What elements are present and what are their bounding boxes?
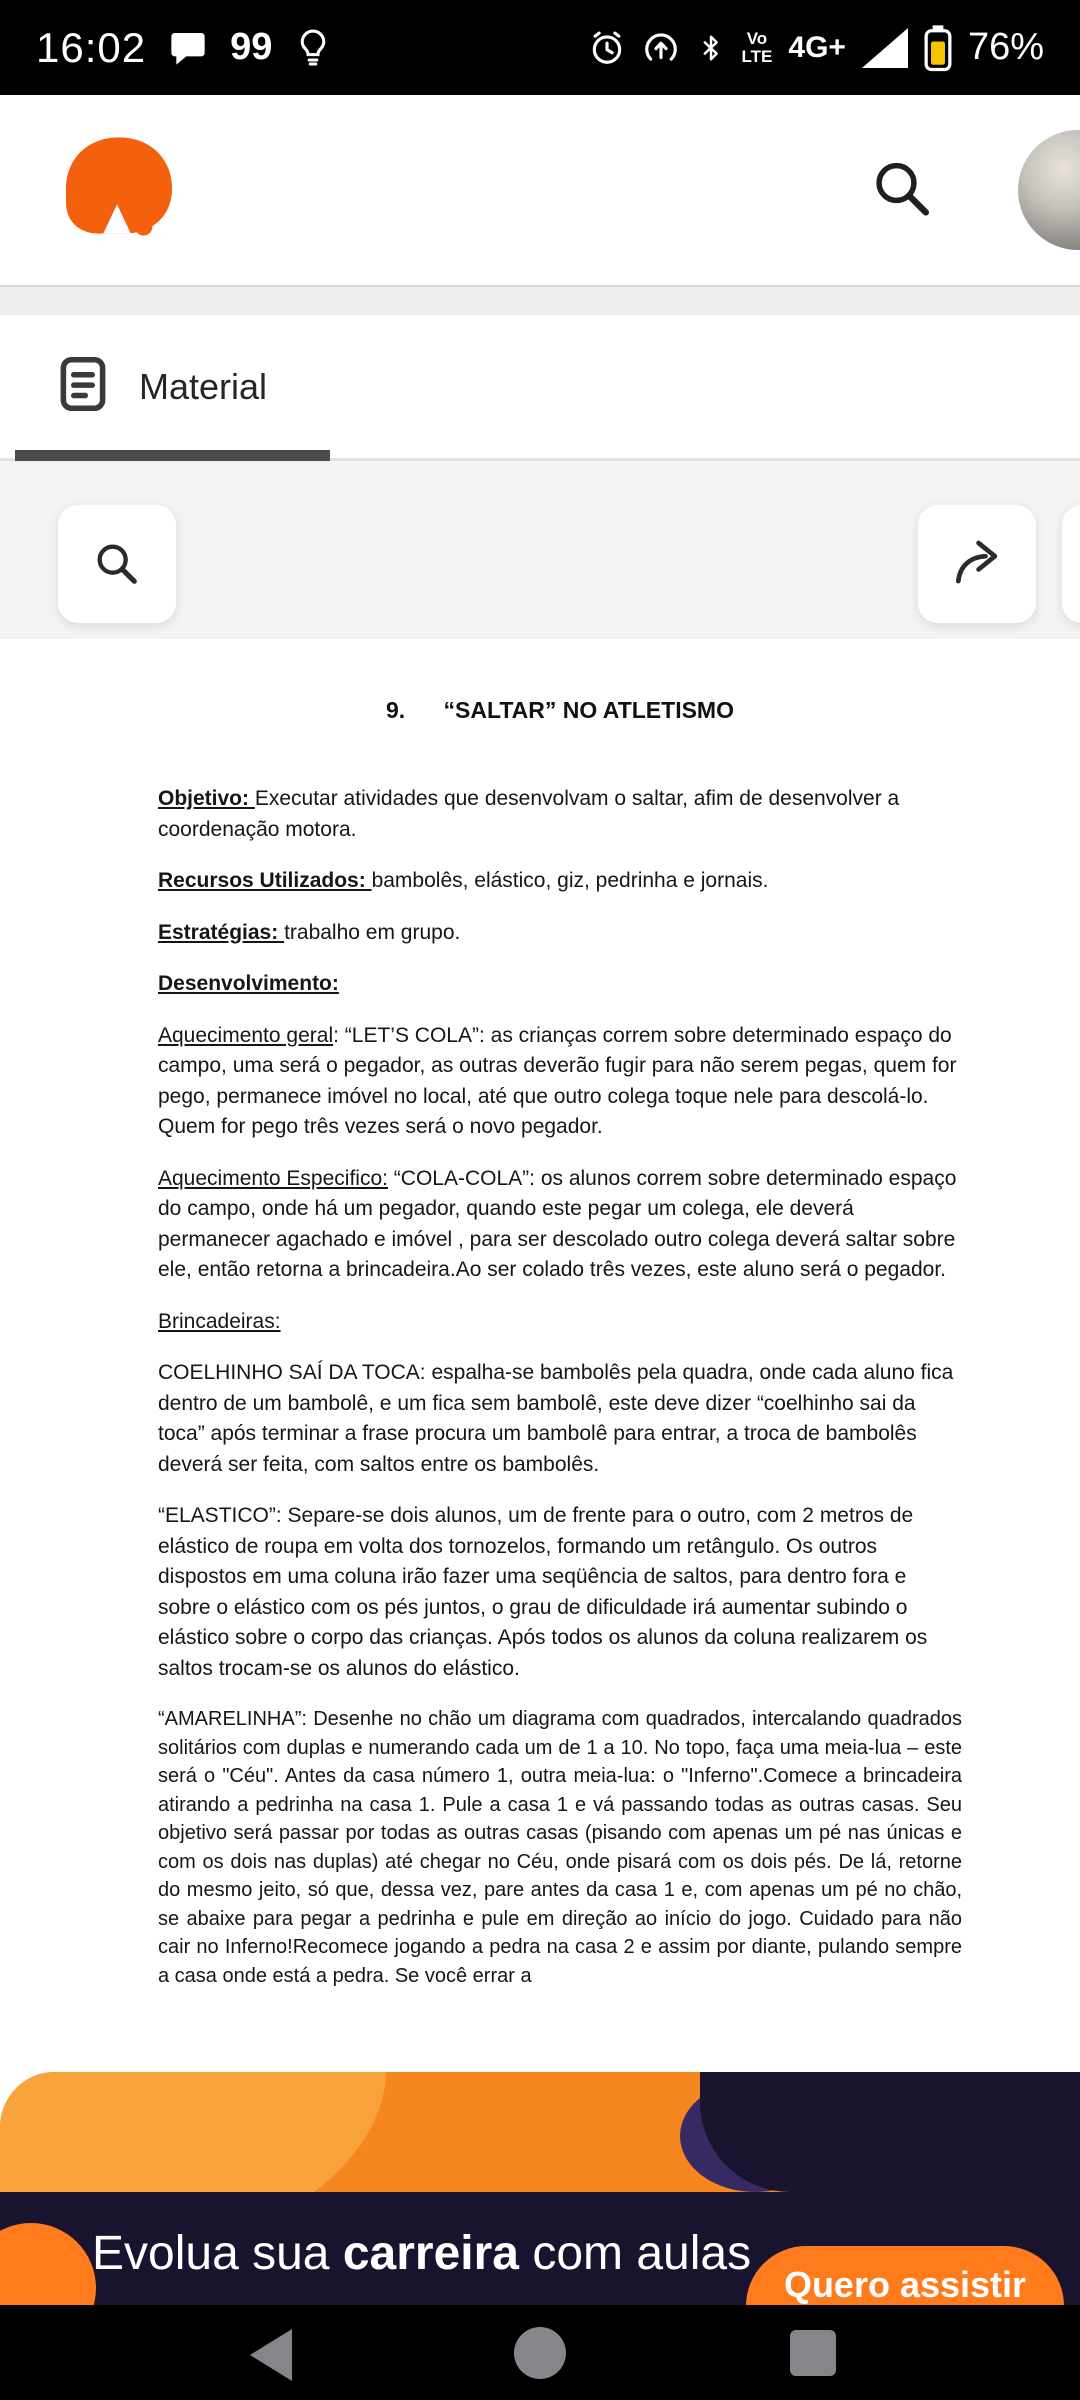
alarm-clock-icon — [588, 29, 626, 67]
cta-button[interactable]: Quero assistir — [746, 2246, 1064, 2305]
battery-percent-label: 76% — [967, 26, 1044, 68]
battery-icon — [924, 24, 952, 72]
paragraph-lead: Brincadeiras: — [158, 1309, 281, 1333]
document-paragraph: “AMARELINHA”: Desenhe no chão um diagrama com quadrados, intercalando quadrados solitários com duplas e numerando cada um de 1 a 10. No topo, faça uma meia-lua – este será o "Céu". Antes da casa número 1, outra meia-lua: o "Inferno".Comece a brincadeira atirando a pedrinha na casa 1. Pule a casa 1 e vá passando todas as outras casas. Seu objetivo será passar por todas as outras casas (pisando com apenas um pé nas únicas e com os dois nas duplas) até chegar no Céu, onde pisará com os dois pés. De lá, retorne do mesmo jeito, só que, dessa vez, pare antes da casa 1 e, com apenas um pé no chão, se abaixe para pegar a pedrinha e pule em direção ao início do jogo. Cuidado para não cair no Inferno!Recomece jogando a pedra na casa 2 e assim por diante, pulando sempre a casa onde está a pedra. Se você errar a — [158, 1708, 962, 1987]
promo-banner — [0, 2072, 1080, 2305]
app-header — [0, 95, 1080, 285]
document-paragraph: Recursos Utilizados: bambolês, elástico, giz, pedrinha e jornais. — [158, 869, 769, 892]
document-paragraph: COELHINHO SAÍ DA TOCA: espalha-se bambolês pela quadra, onde cada aluno fica dentro de um bambolê, e um fica sem bambolê, este deve dizer “coelhinho sai da toca” após terminar a frase procura um bambolê para entrar, a troca de bambolês deverá ser feita, com saltos entre os bambolês. — [158, 1361, 954, 1476]
paragraph-lead: Desenvolvimento: — [158, 972, 339, 995]
document-paragraph — [158, 1307, 962, 1338]
banner-navy-blob — [700, 2072, 1080, 2192]
banner-navy-band — [0, 2192, 1080, 2305]
more-tool-button[interactable] — [1062, 505, 1080, 623]
profile-avatar[interactable] — [1018, 130, 1080, 250]
document-viewer — [0, 461, 1080, 2072]
document-paragraphs — [158, 784, 962, 1990]
recents-button[interactable] — [790, 2330, 836, 2376]
header-divider — [0, 285, 1080, 315]
notification-count: 99 — [230, 26, 273, 68]
status-bar — [0, 0, 1080, 95]
tab-material-label: Material — [139, 365, 268, 407]
paragraph-lead: Aquecimento Especifico: — [158, 1166, 388, 1190]
document-page — [0, 639, 1080, 2072]
tab-material[interactable] — [55, 315, 267, 458]
banner-orange-circle — [0, 2223, 96, 2305]
share-button[interactable] — [918, 505, 1036, 623]
banner-light-blob — [0, 2072, 419, 2192]
banner-headline — [92, 2226, 751, 2281]
paragraph-lead: Objetivo: — [158, 787, 255, 810]
headline-bold: carreira — [342, 2227, 519, 2280]
banner-orange-band — [0, 2072, 1080, 2192]
document-paragraph: Aquecimento geral: “LET’S COLA”: as crianças correm sobre determinado espaço do campo, uma será o pegador, as outras deverão fugir para não serem pegas, quem for pego, permanece imóvel no local, até que outro colega toque nele para descolá-lo. Quem for pego três vezes será o novo pegador. — [158, 1023, 957, 1138]
bluetooth-icon — [696, 28, 726, 68]
active-tab-indicator — [15, 450, 330, 461]
network-type-label: 4G+ — [788, 30, 846, 64]
status-time: 16:02 — [36, 23, 147, 71]
data-saver-icon — [642, 29, 680, 67]
back-button[interactable] — [250, 2329, 292, 2381]
volte-top-label: Vo — [746, 28, 768, 48]
paragraph-lead: Recursos Utilizados: — [158, 869, 372, 892]
headline-prefix: Evolua sua — [92, 2227, 343, 2280]
signal-strength-icon — [862, 28, 908, 68]
paragraph-lead: Estratégias: — [158, 920, 285, 944]
android-nav-bar — [0, 2305, 1080, 2400]
document-paragraph: Objetivo: Executar atividades que desenvolvam o saltar, afim de desenvolver a coordenação motora. — [158, 787, 900, 841]
document-paragraph: “ELASTICO”: Separe-se dois alunos, um de frente para o outro, com 2 metros de elástico de roupa em volta dos tornozelos, formando um retângulo. Os outros dispostos em uma coluna irão fazer uma seqüência de saltos, para dentro fora e sobre o elástico com os pés juntos, o grau de dificuldade irá aumentar subindo o elástico sobre o corpo das crianças. Após todos os alunos da coluna realizarem os saltos trocam-se os alunos do elástico. — [158, 1504, 928, 1680]
chat-bubble-icon — [168, 28, 208, 68]
header-search-button[interactable] — [869, 156, 935, 225]
document-title: 9. “SALTAR” NO ATLETISMO — [386, 697, 734, 723]
volte-bottom-label: LTE — [741, 46, 773, 66]
volte-icon — [742, 30, 773, 66]
headline-suffix: com aulas — [518, 2227, 752, 2280]
paragraph-lead: Aquecimento geral — [158, 1023, 334, 1047]
document-paragraph — [158, 969, 962, 1000]
document-search-button[interactable] — [58, 505, 176, 623]
document-paragraph: Estratégias: trabalho em grupo. — [158, 920, 461, 944]
home-button[interactable] — [514, 2327, 566, 2379]
app-logo[interactable] — [60, 134, 178, 247]
tab-bar — [0, 315, 1080, 461]
document-paragraph: Aquecimento Especifico: “COLA-COLA”: os alunos correm sobre determinado espaço do campo, onde há um pegador, quando este pegar um colega, ele deverá permanecer agachado e imóvel , para ser descolado outro colega deverá saltar sobre ele, então retorna a brincadeira.Ao ser colado três vezes, este aluno será o pegador. — [158, 1166, 957, 1281]
lightbulb-icon — [294, 28, 332, 68]
material-document-icon — [55, 354, 111, 419]
